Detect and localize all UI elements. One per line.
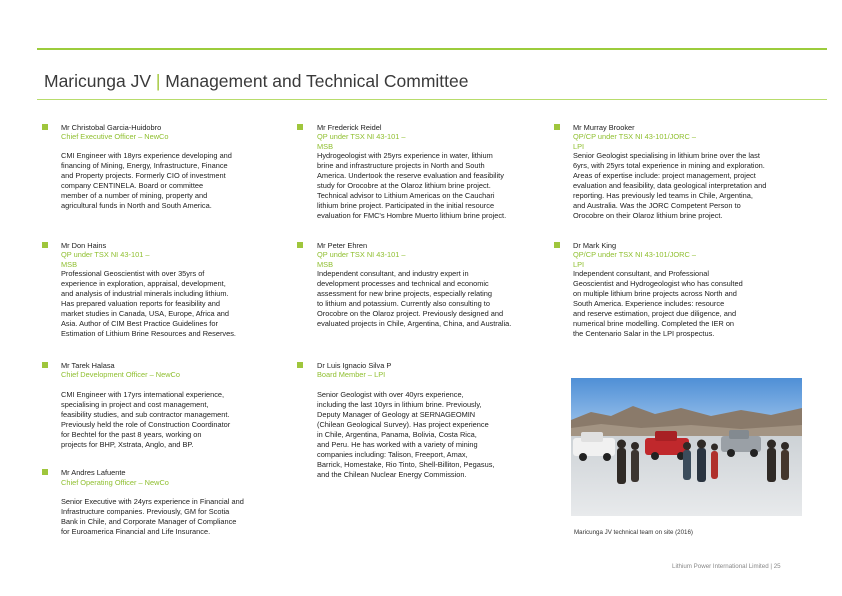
bio-line: numerical brine modelling. Completed the IER on: [573, 319, 735, 329]
bio-line: in Chile, Argentina, Panama, Bolivia, Costa Rica,: [317, 430, 477, 440]
role-line: MSB: [317, 259, 334, 269]
person-bio: [61, 151, 301, 211]
person-name: Mr Peter Ehren: [317, 241, 368, 250]
team-photo: [571, 378, 802, 516]
bio-line: and Peru. He has worked with a variety of mining: [317, 440, 478, 450]
person-name: Dr Luis Ignacio Silva P: [317, 361, 392, 370]
bio-line: Deputy Manager of Geology at SERNAGEOMIN: [317, 410, 476, 420]
bio-line: Independent consultant, and Professional: [573, 269, 710, 278]
bio-line: evaluated projects in Chile, Argentina, China, and Australia.: [317, 319, 512, 329]
bio-line: America. Undertook the reserve evaluation and feasibility: [317, 171, 504, 181]
person-name: Mr Don Hains: [61, 241, 107, 250]
person-role: [317, 132, 405, 151]
bio-line: member of a number of mining, property and: [61, 191, 208, 201]
role-line: Chief Executive Officer – NewCo: [61, 132, 169, 141]
bio-line: Areas of expertise include: project management, project: [573, 171, 756, 181]
role-line: QP under TSX NI 43-101 –: [61, 250, 150, 259]
person-role: [61, 478, 169, 488]
bio-line: projects for BHP, Xstrata, Anglo, and BP.: [61, 440, 194, 450]
person-bio: [317, 151, 557, 221]
person-bio: [317, 269, 557, 329]
bio-line: Previously held the role of Construction Coordinator: [61, 420, 231, 430]
bio-line: and the Chilean Nuclear Energy Commission.: [317, 470, 467, 480]
bio-line: Has prepared valuation reports for feasibility and: [61, 299, 220, 309]
bio-line: Professional Geoscientist with over 35yrs of: [61, 269, 205, 278]
role-line: QP under TSX NI 43-101 –: [317, 132, 406, 141]
bio-line: Independent consultant, and industry expert in: [317, 269, 469, 278]
top-rule: [37, 48, 827, 50]
role-line: QP/CP under TSX NI 43-101/JORC –: [573, 132, 696, 141]
bio-line: and Australia. Was the JORC Competent Person to: [573, 201, 741, 211]
bio-line: company CENTINELA. Board or committee: [61, 181, 204, 191]
bio-line: Senior Geologist specialising in lithium brine over the last: [573, 151, 760, 160]
bio-line: assessment for new brine projects, especially relating: [317, 289, 492, 299]
person-bio: [573, 269, 828, 339]
bio-line: (Chilean Geological Survey). Has project experience: [317, 420, 489, 430]
team-photo-illustration: [571, 378, 802, 516]
bio-line: financing of Mining, Energy, Infrastructure, Finance: [61, 161, 228, 171]
bullet-icon: [554, 242, 560, 248]
bio-line: to lithium and potassium. Currently also consulting to: [317, 299, 490, 309]
role-line: MSB: [317, 141, 334, 151]
bullet-icon: [297, 242, 303, 248]
bio-line: and Property projects. Formerly CIO of investment: [61, 171, 226, 181]
bio-line: South America. Experience includes: resource: [573, 299, 725, 309]
bio-line: Estimation of Lithium Brine Resources and Reserves.: [61, 329, 236, 339]
page-title-separator: |: [155, 71, 161, 91]
bio-line: Technical advisor to Lithium Americas on the Cauchari: [317, 191, 495, 201]
person-bio: [61, 269, 301, 339]
role-line: LPI: [573, 259, 585, 269]
role-line: QP under TSX NI 43-101 –: [317, 250, 406, 259]
person-name: Mr Frederick Reidel: [317, 123, 382, 132]
bullet-icon: [554, 124, 560, 130]
bio-line: and reserve estimation, project due diligence, and: [573, 309, 737, 319]
bio-line: companies including: Talison, Freeport, Amax,: [317, 450, 468, 460]
person-name: Dr Mark King: [573, 241, 617, 250]
bio-line: including the last 10yrs in lithium brine. Previously,: [317, 400, 482, 410]
page-title: [44, 71, 468, 92]
page-footer: Lithium Power International Limited | 25: [672, 563, 781, 570]
bio-line: the Centenario Salar in the LPI prospectus.: [573, 329, 715, 339]
person-name: Mr Tarek Halasa: [61, 361, 115, 370]
bio-line: 6yrs, with 25yrs total experience in mining and exploration.: [573, 161, 765, 171]
person-name: Mr Murray Brooker: [573, 123, 635, 132]
bio-line: Infrastructure companies. Previously, GM for Scotia: [61, 507, 230, 517]
bio-line: evaluation for FMC's Hombre Muerto lithium brine project.: [317, 211, 507, 221]
page-title-main: Maricunga JV: [44, 71, 151, 91]
bullet-icon: [42, 469, 48, 475]
bullet-icon: [42, 124, 48, 130]
person-bio: [573, 151, 828, 221]
bio-line: Asia. Author of CIM Best Practice Guidelines for: [61, 319, 218, 329]
bio-line: agricultural funds in North and South America.: [61, 201, 212, 211]
bio-line: Hydrogeologist with 25yrs experience in water, lithium: [317, 151, 493, 160]
role-line: QP/CP under TSX NI 43-101/JORC –: [573, 250, 696, 259]
photo-caption: Maricunga JV technical team on site (2016): [574, 529, 693, 536]
person-role: [317, 370, 385, 380]
person-name: Mr Andres Lafuente: [61, 468, 126, 477]
role-line: Chief Development Officer – NewCo: [61, 370, 180, 379]
bullet-icon: [42, 242, 48, 248]
bio-line: CMI Engineer with 17yrs international experience,: [61, 390, 225, 399]
person-name: Mr Christobal Garcia-Huidobro: [61, 123, 162, 132]
bio-line: lithium brine project. Participated in the initial resource: [317, 201, 495, 211]
person-bio: [61, 497, 301, 537]
role-line: Board Member – LPI: [317, 370, 386, 379]
bio-line: brine and infrastructure projects in North and South: [317, 161, 485, 171]
bio-line: Senior Executive with 24yrs experience in Financial and: [61, 497, 244, 506]
bullet-icon: [297, 362, 303, 368]
bio-line: on multiple lithium brine projects across North and: [573, 289, 737, 299]
person-role: [317, 250, 405, 269]
bio-line: Orocobre on the Olaroz project. Previously designed and: [317, 309, 504, 319]
role-line: MSB: [61, 259, 78, 269]
bio-line: Barrick, Homestake, Rio Tinto, Shell-Billiton, Pegasus,: [317, 460, 495, 470]
bio-line: and analysis of industrial minerals including lithium.: [61, 289, 229, 299]
role-line: Chief Operating Officer – NewCo: [61, 478, 169, 487]
person-bio: [317, 390, 557, 480]
role-line: LPI: [573, 141, 585, 151]
title-rule: [37, 99, 827, 100]
bio-line: market studies in Canada, USA, Europe, Africa and: [61, 309, 230, 319]
bio-line: for Bechtel for the past 8 years, working on: [61, 430, 202, 440]
bullet-icon: [42, 362, 48, 368]
person-role: [573, 132, 696, 151]
bio-line: Senior Geologist with over 40yrs experience,: [317, 390, 464, 399]
bio-line: specialising in project and cost management,: [61, 400, 209, 410]
bio-line: development processes and technical and economic: [317, 279, 489, 289]
person-bio: [61, 390, 301, 450]
bio-line: Orocobre on their Olaroz lithium brine project.: [573, 211, 723, 221]
person-role: [61, 250, 149, 269]
bio-line: experience in exploration, appraisal, development,: [61, 279, 226, 289]
bio-line: CMI Engineer with 18yrs experience developing and: [61, 151, 232, 160]
bio-line: for Euroamerica Financial and Life Insurance.: [61, 527, 211, 537]
bio-line: study for Orocobre at the Olaroz lithium brine project.: [317, 181, 491, 191]
bio-line: evaluation and feasibility, data geological interpretation and: [573, 181, 767, 191]
page-title-sub: Management and Technical Committee: [165, 71, 469, 91]
bullet-icon: [297, 124, 303, 130]
person-role: [573, 250, 696, 269]
bio-line: Bank in Chile, and Corporate Manager of Compliance: [61, 517, 237, 527]
bio-line: reporting. Has previously led teams in Chile, Argentina,: [573, 191, 753, 201]
person-role: [61, 370, 180, 380]
person-role: [61, 132, 168, 142]
bio-line: Geoscientist and Hydrogeologist who has consulted: [573, 279, 743, 289]
bio-line: feasibility studies, and sub contractor management.: [61, 410, 230, 420]
